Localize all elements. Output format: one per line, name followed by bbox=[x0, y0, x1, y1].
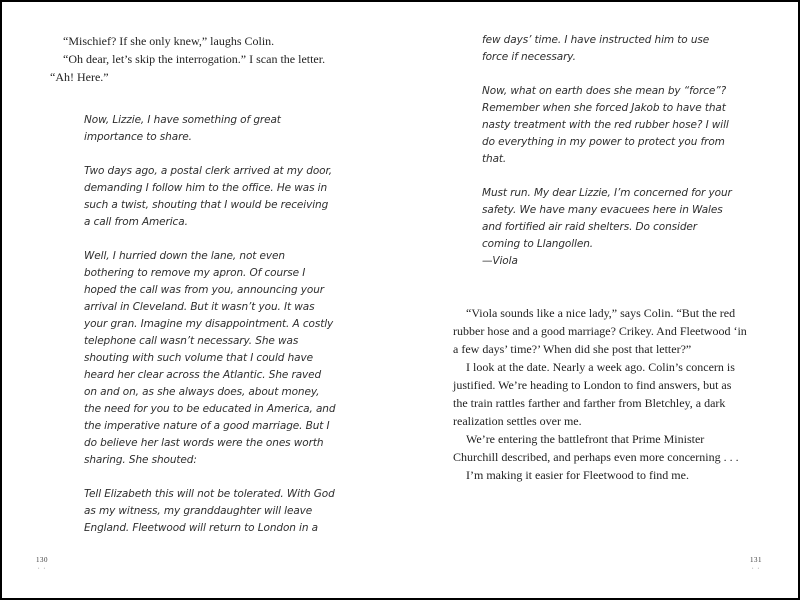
left-page bbox=[2, 2, 400, 598]
page-number: 131 bbox=[750, 556, 762, 564]
right-page bbox=[400, 2, 798, 598]
page-number: 130 bbox=[36, 556, 48, 564]
letter-paragraph: few days’ time. I have instructed him to use force if necessary. bbox=[482, 34, 710, 63]
letter-continuation-block bbox=[482, 32, 734, 253]
letter-paragraph: Tell Elizabeth this will not be tolerated. With God as my witness, my granddaughter will leave England. Fleetwood will return to London in a bbox=[84, 488, 335, 534]
narration-paragraph: “Mischief? If she only knew,” laughs Colin. bbox=[63, 34, 275, 48]
right-folio bbox=[750, 557, 762, 572]
narration-paragraph: “Oh dear, let’s skip the interrogation.” I scan the letter. “Ah! Here.” bbox=[50, 52, 326, 84]
left-folio bbox=[36, 557, 48, 572]
letter-paragraph: Now, Lizzie, I have something of great importance to share. bbox=[84, 114, 281, 143]
narration-paragraph: I’m making it easier for Fleetwood to find me. bbox=[466, 468, 689, 482]
signature-text: —Viola bbox=[482, 255, 518, 267]
letter-paragraph: Now, what on earth does she mean by “force”? Remember when she forced Jakob to have that nasty treatment with the red rubber hose? I will do everything in my power to protect you from that. bbox=[482, 85, 729, 165]
narration-paragraph: I look at the date. Nearly a week ago. Colin’s concern is justified. We’re heading to London to find answers, but as the train rattles farther and farther from Bletchley, a dark realization settles over me. bbox=[453, 360, 735, 428]
letter-signature bbox=[482, 253, 734, 270]
letter-paragraph: Must run. My dear Lizzie, I’m concerned for your safety. We have many evacuees here in Wales and fortified air raid shelters. Do consider coming to Llangollen. bbox=[482, 187, 732, 250]
left-narration-block bbox=[50, 32, 350, 86]
letter-paragraph: Two days ago, a postal clerk arrived at my door, demanding I follow him to the office. He was in such a twist, shouting that I would be receiving a call from America. bbox=[84, 165, 332, 228]
folio-ornament: · · bbox=[37, 566, 47, 572]
letter-block bbox=[84, 112, 336, 537]
letter-paragraph: Well, I hurried down the lane, not even bothering to remove my apron. Of course I hoped the call was from you, announcing your arrival in Cleveland. But it wasn’t you. It was your gran. Imagine my disappointment. A costly telephone call wasn’t necessary. She was shouting with such volume that I could have heard her clear across the Atlantic. She raved on and on, as she always does, about money, the need for you to be educated in America, and the imperative nature of a good marriage. But I do believe her last words were the ones worth sharing. She shouted: bbox=[84, 250, 336, 466]
narration-paragraph: We’re entering the battlefront that Prime Minister Churchill described, and perhaps even more concerning . . . bbox=[453, 432, 739, 464]
folio-ornament: · · bbox=[751, 566, 761, 572]
right-narration-block bbox=[453, 304, 748, 484]
narration-paragraph: “Viola sounds like a nice lady,” says Colin. “But the red rubber hose and a good marriage? Crikey. And Fleetwood ‘in a few days’ time?’ When did she post that letter?” bbox=[453, 306, 747, 356]
